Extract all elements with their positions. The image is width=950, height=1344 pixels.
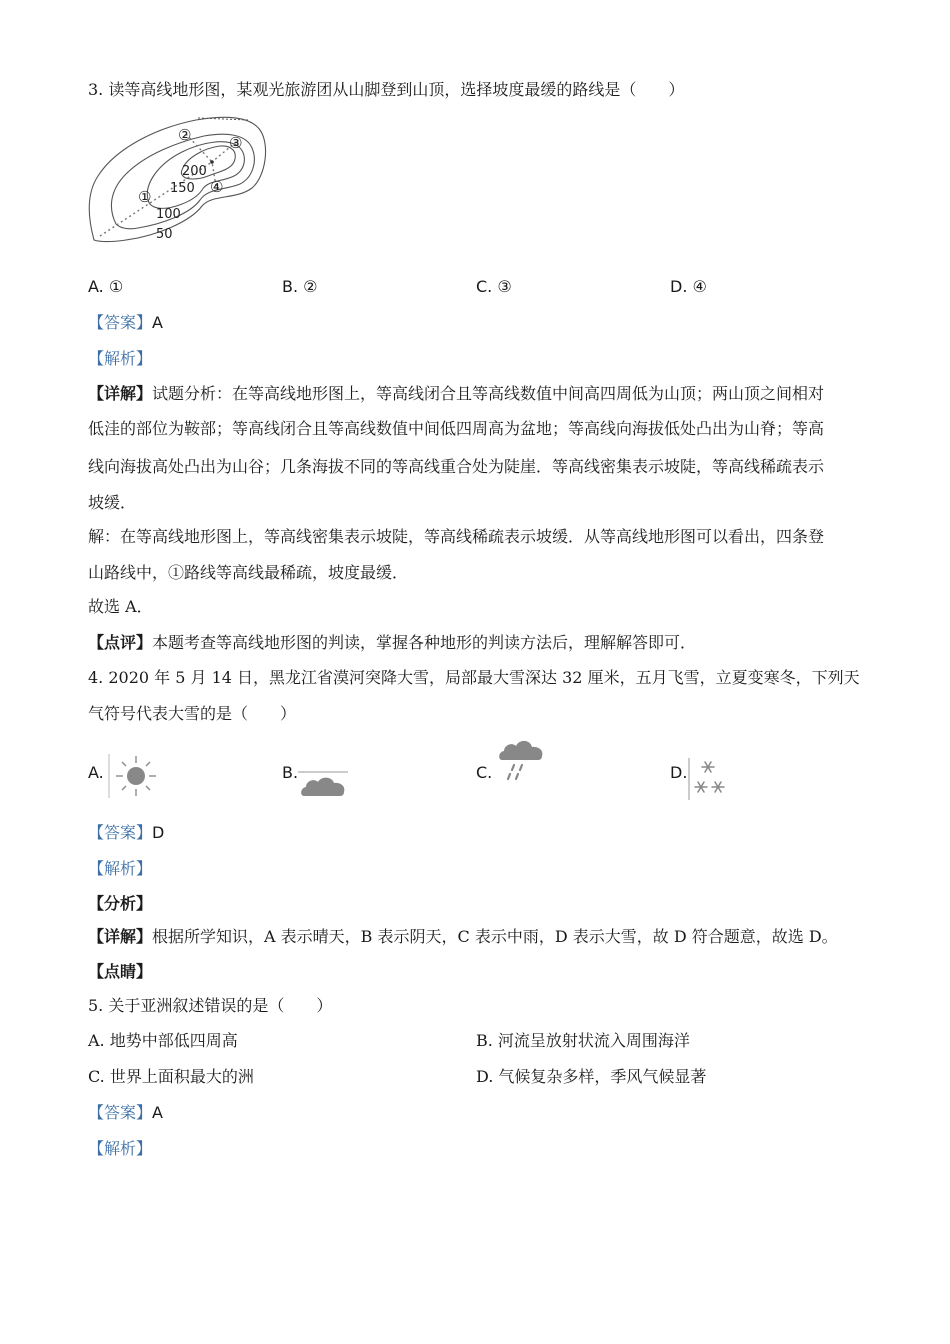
route-marker-3: ③ xyxy=(229,134,243,152)
detail-text: 试题分析：在等高线地形图上，等高线闭合且等高线数值中间高四周低为山顶；两山顶之间相对 xyxy=(152,384,825,403)
q3-option-d: D. ④ xyxy=(670,277,707,296)
q3-solution-line-2: 山路线中，①路线等高线最稀疏，坡度最缓． xyxy=(88,563,409,582)
contour-label-150: 150 xyxy=(170,181,195,196)
comment-text: 本题考查等高线地形图的判读，掌握各种地形的判读方法后，理解解答即可． xyxy=(152,633,697,652)
q3-option-c: C. ③ xyxy=(476,277,512,296)
q3-solution-line-3: 故选 A． xyxy=(88,597,153,616)
q3-option-a: A. ① xyxy=(88,277,124,296)
q3-detail-line-1 xyxy=(88,383,824,405)
q5-question: 5. 关于亚洲叙述错误的是（ ） xyxy=(88,996,333,1015)
route-marker-1: ① xyxy=(138,188,152,206)
q5-option-c: C. 世界上面积最大的洲 xyxy=(88,1067,254,1086)
q4-question-line-1: 4. 2020 年 5 月 14 日，黑龙江省漠河突降大雪，局部最大雪深达 32 厘米，五月飞雪，立夏变寒冬，下列天 xyxy=(88,668,860,687)
fenxi-tag: 【分析】 xyxy=(88,894,153,913)
answer-tag: 【答案】 xyxy=(88,1103,153,1122)
heavy-snow-icon xyxy=(688,756,732,802)
q3-option-b: B. ② xyxy=(282,277,318,296)
q4-detail-line xyxy=(88,926,838,948)
contour-label-100: 100 xyxy=(156,207,181,222)
answer-value: A xyxy=(152,1103,163,1122)
q5-option-d: D. 气候复杂多样，季风气候显著 xyxy=(476,1067,707,1086)
answer-tag: 【答案】 xyxy=(88,313,153,332)
q4-answer-line xyxy=(88,822,164,844)
answer-tag: 【答案】 xyxy=(88,823,153,842)
answer-value: D xyxy=(152,823,165,842)
detail-tag: 【详解】 xyxy=(88,927,153,946)
analysis-tag: 【解析】 xyxy=(88,859,153,878)
q4-option-b-label: B. xyxy=(282,763,299,782)
q5-option-a: A. 地势中部低四周高 xyxy=(88,1031,238,1050)
q3-answer-line xyxy=(88,312,163,334)
q4-question-line-2: 气符号代表大雪的是（ ） xyxy=(88,704,297,723)
route-marker-4: ④ xyxy=(210,178,224,196)
q4-option-a-label: A. xyxy=(88,763,104,782)
moderate-rain-icon xyxy=(496,736,548,786)
q3-comment-line xyxy=(88,632,696,654)
route-marker-2: ② xyxy=(178,126,192,144)
q5-option-b: B. 河流呈放射状流入周围海洋 xyxy=(476,1031,690,1050)
q3-detail-line-2: 低洼的部位为鞍部；等高线闭合且等高线数值中间低四周高为盆地；等高线向海拔低处凸出为山脊；等高 xyxy=(88,419,825,438)
q3-detail-line-4: 坡缓． xyxy=(88,493,137,512)
analysis-tag: 【解析】 xyxy=(88,349,153,368)
dianjing-tag: 【点睛】 xyxy=(88,962,153,981)
answer-value: A xyxy=(152,313,163,332)
contour-label-200: 200 xyxy=(182,164,207,179)
detail-tag: 【详解】 xyxy=(88,384,153,403)
q4-option-d-label: D. xyxy=(670,763,688,782)
q5-answer-line xyxy=(88,1102,163,1124)
comment-tag: 【点评】 xyxy=(88,633,153,652)
detail-text: 根据所学知识，A 表示晴天，B 表示阴天，C 表示中雨，D 表示大雪，故 D 符合题意，故选 D。 xyxy=(152,927,838,946)
q3-detail-line-3: 线向海拔高处凸出为山谷；几条海拔不同的等高线重合处为陡崖．等高线密集表示坡陡，等高线稀疏表示 xyxy=(88,457,825,476)
sunny-icon xyxy=(108,752,160,800)
contour-map xyxy=(86,112,270,244)
overcast-icon xyxy=(298,762,350,802)
contour-label-50: 50 xyxy=(156,227,173,242)
analysis-tag: 【解析】 xyxy=(88,1139,153,1158)
q3-question: 3. 读等高线地形图，某观光旅游团从山脚登到山顶，选择坡度最缓的路线是（ ） xyxy=(88,80,685,99)
q3-solution-line-1: 解：在等高线地形图上，等高线密集表示坡陡，等高线稀疏表示坡缓．从等高线地形图可以看出，四条登 xyxy=(88,527,825,546)
q4-option-c-label: C. xyxy=(476,763,493,782)
